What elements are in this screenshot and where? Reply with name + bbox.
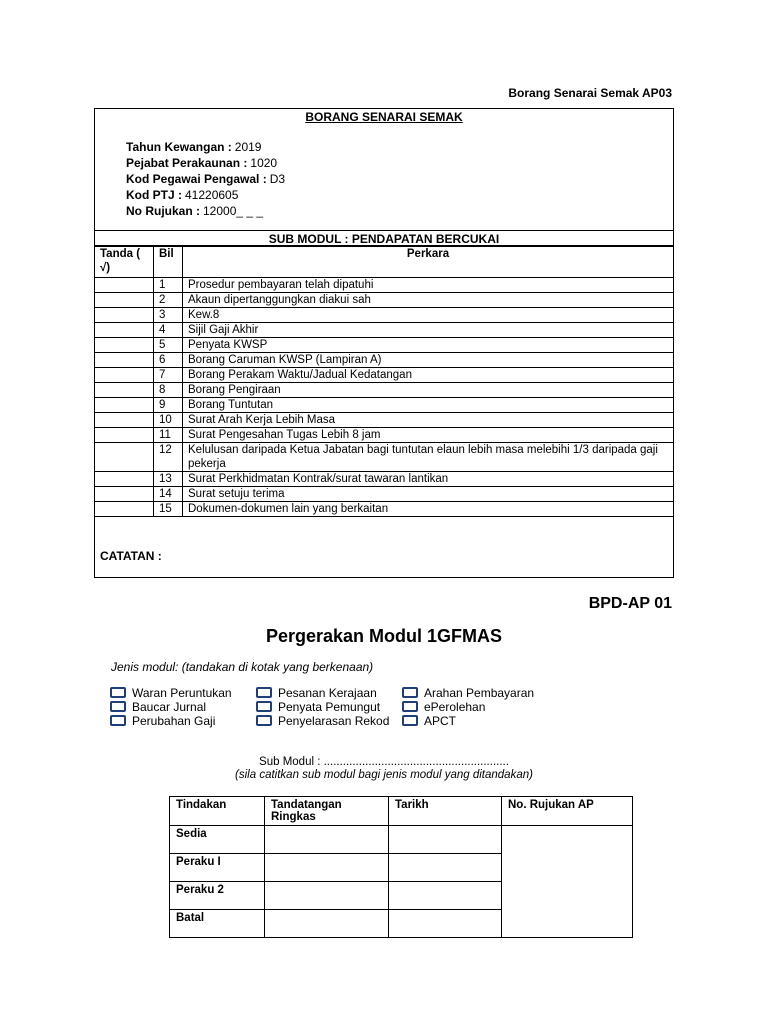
bil-cell: 13	[154, 472, 183, 487]
action-label: Sedia	[170, 826, 265, 854]
tick-cell[interactable]	[95, 502, 154, 517]
perkara-cell: Penyata KWSP	[183, 338, 674, 353]
column-header-no-rujukan: No. Rujukan AP	[502, 797, 633, 826]
action-label: Peraku I	[170, 854, 265, 882]
table-row	[170, 826, 633, 854]
checkbox-icon[interactable]	[402, 715, 418, 726]
tick-cell[interactable]	[95, 338, 154, 353]
perkara-cell: Kew.8	[183, 308, 674, 323]
table-row	[95, 278, 674, 293]
checklist-table	[94, 246, 674, 517]
table-row	[95, 428, 674, 443]
option-eperolehan[interactable]: ePerolehan	[402, 701, 485, 714]
perkara-cell: Borang Pengiraan	[183, 383, 674, 398]
bil-cell: 5	[154, 338, 183, 353]
signature-cell[interactable]	[265, 910, 389, 938]
option-waran-peruntukan[interactable]: Waran Peruntukan	[110, 687, 232, 700]
tick-cell[interactable]	[95, 472, 154, 487]
column-header-tanda: Tanda ( √)	[95, 247, 154, 278]
bil-cell: 7	[154, 368, 183, 383]
tick-cell[interactable]	[95, 293, 154, 308]
table-row	[95, 353, 674, 368]
column-header-tarikh: Tarikh	[389, 797, 502, 826]
info-pejabat-perakaunan: Pejabat Perakaunan : 1020	[126, 156, 278, 170]
tick-cell[interactable]	[95, 323, 154, 338]
table-row	[95, 308, 674, 323]
checkbox-icon[interactable]	[402, 701, 418, 712]
tick-cell[interactable]	[95, 443, 154, 472]
form-info-block	[126, 139, 285, 219]
perkara-cell: Dokumen-dokumen lain yang berkaitan	[183, 502, 674, 517]
checklist-header-row	[95, 247, 674, 278]
bil-cell: 11	[154, 428, 183, 443]
tick-cell[interactable]	[95, 383, 154, 398]
perkara-cell: Sijil Gaji Akhir	[183, 323, 674, 338]
option-penyata-pemungut[interactable]: Penyata Pemungut	[256, 701, 380, 714]
bil-cell: 12	[154, 443, 183, 472]
checkbox-icon[interactable]	[256, 715, 272, 726]
option-apct[interactable]: APCT	[402, 715, 456, 728]
table-row	[95, 368, 674, 383]
info-kod-ptj: Kod PTJ : 41220605	[126, 188, 239, 202]
perkara-cell: Borang Perakam Waktu/Jadual Kedatangan	[183, 368, 674, 383]
tick-cell[interactable]	[95, 308, 154, 323]
checkbox-icon[interactable]	[256, 701, 272, 712]
perkara-cell: Borang Caruman KWSP (Lampiran A)	[183, 353, 674, 368]
module-type-options	[110, 687, 550, 731]
perkara-cell: Akaun dipertanggungkan diakui sah	[183, 293, 674, 308]
reference-cell[interactable]	[502, 826, 633, 938]
date-cell[interactable]	[389, 826, 502, 854]
option-penyelarasan-rekod[interactable]: Penyelarasan Rekod	[256, 715, 389, 728]
checklist-title: BORANG SENARAI SEMAK	[305, 110, 463, 124]
table-row	[95, 293, 674, 308]
action-label: Peraku 2	[170, 882, 265, 910]
column-header-tandatangan: Tandatangan Ringkas	[265, 797, 389, 826]
checkbox-icon[interactable]	[256, 687, 272, 698]
column-header-tindakan: Tindakan	[170, 797, 265, 826]
checkbox-icon[interactable]	[402, 687, 418, 698]
movement-table	[169, 796, 633, 938]
table-row	[95, 413, 674, 428]
perkara-cell: Kelulusan daripada Ketua Jabatan bagi tuntutan elaun lebih masa melebihi 1/3 daripada gaji pekerja	[183, 443, 674, 472]
bil-cell: 1	[154, 278, 183, 293]
signature-cell[interactable]	[265, 882, 389, 910]
table-row	[95, 323, 674, 338]
table-row	[95, 502, 674, 517]
submodule-heading: SUB MODUL : PENDAPATAN BERCUKAI	[94, 230, 674, 246]
bil-cell: 6	[154, 353, 183, 368]
date-cell[interactable]	[389, 854, 502, 882]
perkara-cell: Surat Pengesahan Tugas Lebih 8 jam	[183, 428, 674, 443]
perkara-cell: Borang Tuntutan	[183, 398, 674, 413]
table-row	[95, 398, 674, 413]
date-cell[interactable]	[389, 910, 502, 938]
bil-cell: 3	[154, 308, 183, 323]
perkara-cell: Surat setuju terima	[183, 487, 674, 502]
bil-cell: 15	[154, 502, 183, 517]
movement-header-row	[170, 797, 633, 826]
bil-cell: 14	[154, 487, 183, 502]
table-row	[95, 472, 674, 487]
table-row	[95, 383, 674, 398]
column-header-bil: Bil	[154, 247, 183, 278]
info-tahun-kewangan: Tahun Kewangan : 2019	[126, 140, 262, 154]
checkbox-icon[interactable]	[110, 687, 126, 698]
tick-cell[interactable]	[95, 428, 154, 443]
table-row	[95, 443, 674, 472]
option-arahan-pembayaran[interactable]: Arahan Pembayaran	[402, 687, 534, 700]
bil-cell: 10	[154, 413, 183, 428]
info-kod-pegawai-pengawal: Kod Pegawai Pengawal : D3	[126, 172, 286, 186]
signature-cell[interactable]	[265, 826, 389, 854]
signature-cell[interactable]	[265, 854, 389, 882]
perkara-cell: Prosedur pembayaran telah dipatuhi	[183, 278, 674, 293]
option-perubahan-gaji[interactable]: Perubahan Gaji	[110, 715, 215, 728]
option-pesanan-kerajaan[interactable]: Pesanan Kerajaan	[256, 687, 377, 700]
table-row	[95, 338, 674, 353]
tick-cell[interactable]	[95, 353, 154, 368]
info-no-rujukan: No Rujukan : 12000_ _ _	[126, 204, 264, 218]
tick-cell[interactable]	[95, 413, 154, 428]
form2-title: Pergerakan Modul 1GFMAS	[265, 626, 503, 646]
form2-reference-code: BPD-AP 01	[588, 595, 672, 612]
table-row	[95, 487, 674, 502]
bil-cell: 2	[154, 293, 183, 308]
date-cell[interactable]	[389, 882, 502, 910]
action-label: Batal	[170, 910, 265, 938]
column-header-perkara: Perkara	[183, 247, 674, 278]
option-baucar-jurnal[interactable]: Baucar Jurnal	[110, 701, 206, 714]
catatan-label: CATATAN :	[100, 549, 162, 563]
bil-cell: 8	[154, 383, 183, 398]
checkbox-icon[interactable]	[110, 715, 126, 726]
bil-cell: 4	[154, 323, 183, 338]
bil-cell: 9	[154, 398, 183, 413]
module-type-instruction: Jenis modul: (tandakan di kotak yang berkenaan)	[111, 660, 374, 674]
tick-cell[interactable]	[95, 398, 154, 413]
submodule-note: (sila catitkan sub modul bagi jenis modul yang ditandakan)	[235, 769, 533, 781]
tick-cell[interactable]	[95, 278, 154, 293]
tick-cell[interactable]	[95, 368, 154, 383]
checkbox-icon[interactable]	[110, 701, 126, 712]
form-reference-code: Borang Senarai Semak AP03	[508, 86, 672, 100]
perkara-cell: Surat Arah Kerja Lebih Masa	[183, 413, 674, 428]
tick-cell[interactable]	[95, 487, 154, 502]
perkara-cell: Surat Perkhidmatan Kontrak/surat tawaran lantikan	[183, 472, 674, 487]
submodule-line: Sub Modul : ..........................................................	[259, 756, 509, 768]
